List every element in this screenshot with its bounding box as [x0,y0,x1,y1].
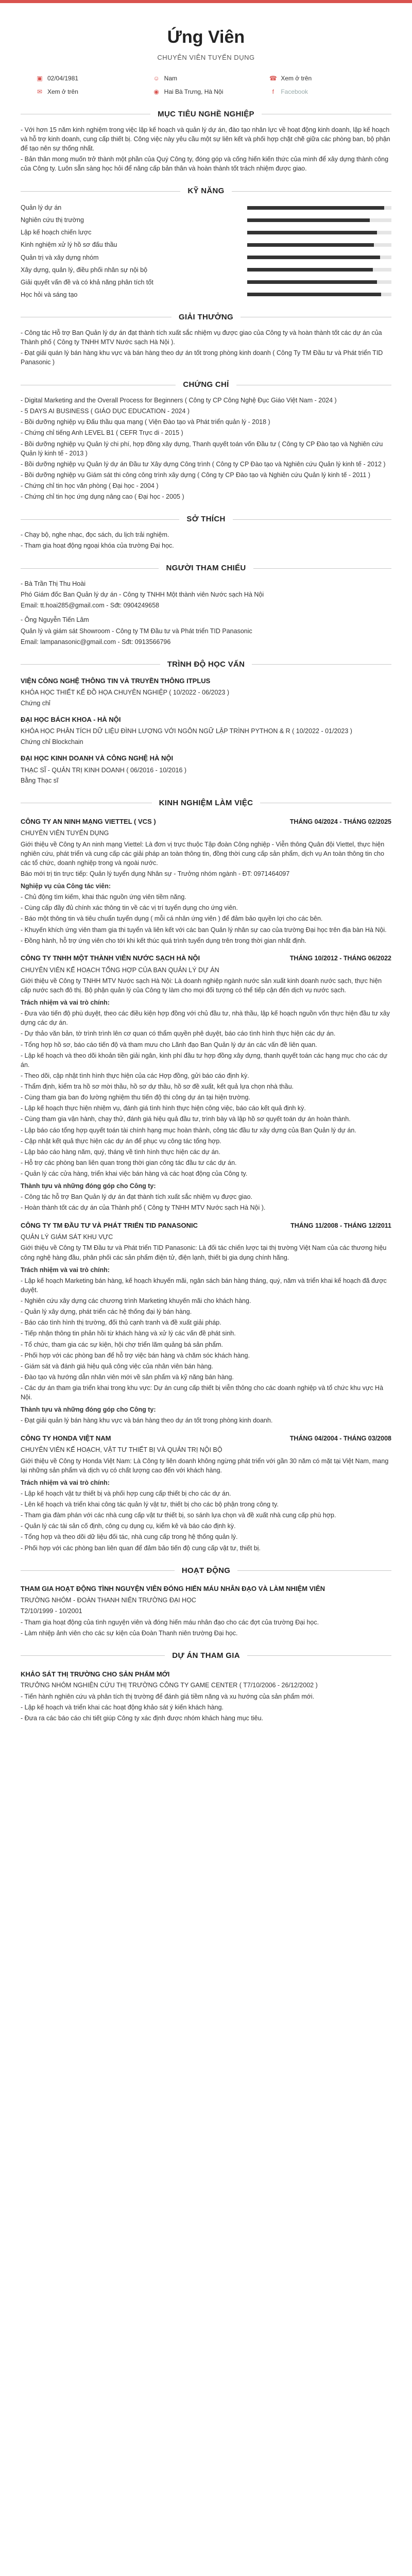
contact-gender: ☺ Nam [153,75,177,82]
skill-level-bar [247,293,391,296]
certificates-title: CHỨNG CHỈ [183,380,229,389]
job-detail-line: - Công tác hỗ trợ Ban Quản lý dự án đạt thành tích xuất sắc nhiệm vụ được giao. [21,1193,253,1201]
list-item: - Digital Marketing and the Overall Process for Beginners ( Công ty CP Công Nghệ Đục Giáo Việt Nam - 2024 ) [21,397,337,404]
skill-level-fill [247,243,374,247]
job-dates: THÁNG 04/2004 - THÁNG 03/2008 [289,1434,391,1442]
education-title: TRÌNH ĐỘ HỌC VẤN [167,659,245,669]
skill-level-fill [247,280,377,284]
awards-title: GIẢI THƯỞNG [178,313,234,322]
skill-row [21,265,391,275]
job-detail-line: - Theo dõi, cập nhật tình hình thực hiện của các Hợp đồng, gửi báo cáo định kỳ. [21,1072,249,1079]
skill-row [21,240,391,249]
hobbies-list [21,530,391,550]
company-name: CÔNG TY HONDA VIỆT NAM [21,1434,111,1442]
objective-section [21,109,391,173]
skill-level-fill [247,218,370,222]
list-item: - Chứng chỉ tin học ứng dụng nâng cao ( Đại học - 2005 ) [21,493,184,501]
job-detail-line: - Thẩm định, kiểm tra hồ sơ mời thầu, hồ sơ dự thầu, hồ sơ đề xuất, kết quả lựa chọn nhà thầu. [21,1083,294,1091]
skill-level-bar [247,218,391,222]
job-detail-line: - Báo cáo tình hình thị trường, đối thủ cạnh tranh và đề xuất giải pháp. [21,1319,221,1327]
activity-item: THAM GIA HOẠT ĐỘNG TÌNH NGUYỆN VIÊN ĐÓNG HIẾN MÁU NHÂN ĐẠO VÀ LÀM NHIỆM VIÊN TRƯỜNG NHÓM - ĐOÀN THANH NIÊN TRƯỜNG ĐẠI HỌC T2/10/1999 - 10/2001 - Tham gia hoạt động của tình nguyện viên và đóng hiến máu nhân đạo cho các đợt của trường Đại học. - Làm nhiệp ảnh viên cho các sự kiện của Đoàn Thanh niên trường Đại học. [21,1585,325,1637]
activities-section [21,1565,391,1638]
skill-row [21,215,391,225]
skill-label: Quản trị và xây dựng nhóm [21,253,99,261]
skill-level-fill [247,206,384,210]
list-item: - Tham gia hoạt động ngoại khóa của trường Đại học. [21,542,174,550]
job-detail-line: Giới thiệu về Công ty Honda Việt Nam: Là Công ty liên doanh không ngừng phát triển với gần 30 năm có mặt tại Việt Nam, mang lại những sản phẩm và dịch vụ có chất lượng cao đến với khách hàng. [21,1457,389,1474]
skill-level-bar [247,243,391,247]
job-role: CHUYÊN VIÊN KẾ HOẠCH TỔNG HỢP CỦA BAN QUẢN LÝ DỰ ÁN [21,966,219,974]
job-detail-line: - Đạt giải quản lý bán hàng khu vực và bán hàng theo dự án tốt trong phòng kinh doanh. [21,1417,273,1425]
objective-title: MỤC TIÊU NGHỀ NGHIỆP [158,109,254,118]
references-section [21,563,391,647]
job-detail-line: - Quản lý xây dựng, phát triển các hệ thống đại lý bán hàng. [21,1308,192,1316]
skill-level-bar [247,231,391,234]
experience-item [21,1221,391,1426]
project-item: KHẢO SÁT THỊ TRƯỜNG CHO SẢN PHẨM MỚI TRƯỞNG NHÓM NGHIÊN CỨU THỊ TRƯỜNG CÔNG TY GAME CENTER ( T7/10/2006 - 26/12/2002 ) - Tiến hành nghiên cứu và phân tích thị trường để đánh giá tiềm năng và xu hướng của sản phẩm mới. - Lập kế hoạch và triển khai các hoạt động khảo sát ý kiến khách hàng. - Đưa ra các báo cáo chi tiết giúp Công ty xác định được nhóm khách hàng mục tiêu. [21,1670,318,1722]
job-role: QUẢN LÝ GIÁM SÁT KHU VỰC [21,1233,113,1241]
skill-level-bar [247,268,391,272]
skill-level-fill [247,293,381,296]
job-detail-line: Thành tựu và những đóng góp cho Công ty: [21,1406,156,1414]
reference-1: - Bà Trần Thị Thu Hoài Phó Giám đốc Ban Quản lý dự án - Công ty TNHH Một thành viên Nước sạch Hà Nội Email: tt.hoai285@gmail.com - Sđt: 0904249658 [21,580,264,609]
list-item: - Chạy bộ, nghe nhạc, đọc sách, du lịch trải nghiệm. [21,531,169,539]
job-detail-line: - Hoàn thành tốt các dự án của Thành phố ( Công ty TNHH MTV Nước sạch Hà Nội ). [21,1204,266,1212]
skills-title: KỸ NĂNG [187,187,225,196]
job-detail-line: - Phối hợp với các phòng ban liên quan để đảm bảo tiến độ cung cấp vật tư, thiết bị. [21,1544,261,1552]
skill-label: Giải quyết vấn đề và có khả năng phân tích tốt [21,278,153,286]
reference-2: - Ông Nguyễn Tiến Lâm Quản lý và giám sát Showroom - Công ty TM Đầu tư và Phát triển TID Panasonic Email: lampanasonic@gmail.com - Sđt: 0913566796 [21,616,252,646]
job-detail-line: - Đưa vào tiến độ phù duyệt, theo các điều kiện hợp đồng với chủ đầu tư, nhà thầu, lập kế hoạch nguồn vốn thực hiện đầu tư xây dựng các dự án. [21,1010,390,1027]
skill-label: Lập kế hoạch chiến lược [21,229,92,236]
references-title: NGƯỜI THAM CHIẾU [166,564,246,573]
job-detail-line: - Lập kế hoạch thực hiện nhiệm vụ, đánh giá tình hình thực hiện công việc, báo cáo kết quả định kỳ. [21,1105,306,1112]
list-item: - 5 DAYS AI BUSINESS ( GIÁO DỤC EDUCATION - 2024 ) [21,408,190,415]
certificates-section [21,379,391,501]
list-item: - Chứng chỉ tin học văn phòng ( Đại học - 2004 ) [21,482,159,490]
contact-facebook[interactable]: f Facebook [269,88,376,96]
hobbies-title: SỞ THÍCH [186,515,226,524]
contact-phone[interactable]: ☎ Xem ở trên [269,75,312,82]
job-detail-line: Thành tựu và những đóng góp cho Công ty: [21,1182,156,1190]
certificates-list [21,396,391,501]
job-detail-line: Trách nhiệm và vai trò chính: [21,1266,110,1274]
job-detail-line: - Cùng tham gia ban đo lường nghiệm thu tiến độ thi công dự án tại hiện trường. [21,1094,250,1101]
experience-list [21,817,391,1553]
job-detail-line: - Tiếp nhận thông tin phản hồi từ khách hàng và xử lý các vấn đề phát sinh. [21,1330,236,1337]
job-detail-line: Trách nhiệm và vai trò chính: [21,999,110,1007]
facebook-icon: f [272,88,274,95]
job-detail-line: Giới thiệu về Công ty An ninh mạng Viettel: Là đơn vị trực thuộc Tập đoàn Công nghiệp - Viễn thông Quân đội Viettel, thực hiện nghiên cứu, phát triển và cung cấp các giải pháp an toàn thông tin, đồng thời cung cấp sản phẩm, dịch vụ An toàn thông tin cho các tổ chức, doanh nghiệp trong và ngoài nước. [21,840,385,867]
job-detail-line: - Lập kế hoạch Marketing bán hàng, kế hoạch khuyến mãi, ngân sách bán hàng tháng, quý, năm và triển khai kế hoạch đã được duyệt. [21,1277,387,1294]
company-name: CÔNG TY AN NINH MẠNG VIETTEL ( VCS ) [21,817,156,825]
job-detail-line: Báo mới trị tin trực tiếp: Quản lý tuyển dụng Nhân sự - Trưởng nhóm ngành - ĐT: 0971464097 [21,870,290,877]
list-item: - Bồi dưỡng nghiệp vụ Giám sát thi công công trình xây dựng ( Công ty CP Đào tạo và Nghiên cứu Quản lý kinh tế - 2011 ) [21,471,371,479]
activities-title: HOẠT ĐỘNG [181,1566,231,1575]
skill-row [21,228,391,237]
job-detail-line: - Tổ chức, tham gia các sự kiện, hội chợ triển lãm quảng bá sản phẩm. [21,1341,223,1348]
awards-section [21,312,391,367]
skill-label: Nghiên cứu thị trường [21,216,84,224]
education-item: ĐẠI HỌC KINH DOANH VÀ CÔNG NGHỆ HÀ NỘI THẠC SĨ - QUẢN TRỊ KINH DOANH ( 06/2016 - 10/2016 ) Bằng Thạc sĩ [21,754,187,784]
skill-row [21,290,391,299]
job-dates: THÁNG 11/2008 - THÁNG 12/2011 [290,1222,391,1229]
job-detail-line: - Các dự án tham gia triển khai trong khu vực: Dự án cung cấp thiết bị viễn thông cho các doanh nghiệp và tổ chức khu vực Hà Nội. [21,1384,384,1401]
awards-list [21,328,391,367]
skill-label: Quản lý dự án [21,204,62,212]
job-dates: THÁNG 04/2024 - THÁNG 02/2025 [289,818,391,825]
job-detail-line: - Quản lý các tài sản cố định, công cụ dụng cụ, kiểm kê và báo cáo định kỳ. [21,1522,236,1530]
job-detail-line: - Lập kế hoạch và theo dõi khoản tiền giải ngân, kinh phí đầu tư hợp đồng xây dựng, thanh quyết toán các hạng mục cho các dự án. [21,1052,388,1069]
job-detail-line: - Quản lý các cửa hàng, triển khai việc bán hàng và các hoạt động của Công ty. [21,1170,248,1178]
job-detail-line: - Đào tạo và hướng dẫn nhân viên mới về sản phẩm và kỹ năng bán hàng. [21,1373,234,1381]
job-detail-line: - Báo một thông tin và tiêu chuẩn tuyển dụng ( mỗi cá nhân ứng viên ) để đảm bảo quyền lợi cho các bên. [21,915,323,923]
job-detail-line: - Lên kế hoạch và triển khai công tác quản lý vật tư, thiết bị cho các bộ phận trong công ty. [21,1501,279,1509]
candidate-position: CHUYÊN VIÊN TUYỂN DỤNG [157,54,255,62]
list-item: - Bồi dưỡng nghiệp vụ Quản lý dự án Đầu tư Xây dựng Công trình ( Công ty CP Đào tạo và Nghiên cứu Quản lý kinh tế - 2012 ) [21,460,386,468]
skill-level-fill [247,268,373,272]
skill-level-fill [247,231,377,234]
list-item: - Chứng chỉ tiếng Anh LEVEL B1 ( CEFR Trực di - 2015 ) [21,429,183,437]
skill-row [21,253,391,262]
education-section [21,659,391,785]
job-detail-line: - Tham gia đàm phán với các nhà cung cấp vật tư thiết bị, so sánh lựa chọn và đề xuất nhà cung cấp phù hợp. [21,1512,336,1519]
job-detail-line: Nghiệp vụ của Công tác viên: [21,883,111,890]
job-dates: THÁNG 10/2012 - THÁNG 06/2022 [289,954,391,962]
job-detail-line: - Dự thảo văn bản, tờ trình trình lên cơ quan có thẩm quyền phê duyệt, báo cáo tình hình thực hiện các dự án. [21,1030,336,1038]
job-detail-line: - Tổng hợp hồ sơ, báo cáo tiến độ và tham mưu cho Lãnh đạo Ban Quản lý dự án các vấn đề liên quan. [21,1041,317,1048]
job-detail-line: - Chủ động tìm kiếm, khai thác nguồn ứng viên tiềm năng. [21,893,186,901]
job-detail-line: - Phối hợp với các phòng ban để hỗ trợ việc bán hàng và chăm sóc khách hàng. [21,1351,250,1359]
skills-section [21,185,391,299]
job-role: CHUYÊN VIÊN KẾ HOẠCH, VẬT TƯ THIẾT BỊ VÀ QUẢN TRỊ NỘI BỘ [21,1446,222,1454]
location-icon: ◉ [153,88,159,95]
list-item: - Bồi dưỡng nghiệp vụ Đấu thầu qua mạng ( Viện Đào tạo và Phát triển quản lý - 2018 ) [21,418,270,426]
job-detail-line: Giới thiệu về Công ty TM Đầu tư và Phát triển TID Panasonic: Là đối tác chiến lược tại thị trường Việt Nam của các thương hiệu công nghệ hàng đầu, phân phối các sản phẩm điện tử, điện lạnh, thiết bị gia dụng chính hãng. [21,1244,387,1261]
contact-address: ◉ Hai Bà Trưng, Hà Nội [153,88,224,95]
job-detail-line: - Cùng tham gia vận hành, chạy thử, đánh giá hiệu quả đầu tư, trình bày và lập hồ sơ quyết toán dự án hoàn thành. [21,1115,351,1123]
projects-title: DỰ ÁN THAM GIA [172,1651,240,1660]
skill-level-bar [247,256,391,259]
experience-item [21,817,391,945]
job-detail-line: - Nghiên cứu xây dựng các chương trình Marketing khuyến mãi cho khách hàng. [21,1297,251,1305]
calendar-icon: ▣ [37,75,43,82]
contact-birthday: ▣ 02/04/1981 [37,75,79,82]
header-accent-bar [0,0,412,3]
skills-list [21,203,391,299]
job-role: CHUYÊN VIÊN TUYỂN DỤNG [21,829,109,837]
user-icon: ☺ [153,75,160,82]
skill-label: Học hỏi và sáng tạo [21,291,78,298]
job-detail-line: Trách nhiệm và vai trò chính: [21,1479,110,1486]
skill-label: Xây dựng, quản lý, điều phối nhân sự nội bộ [21,266,148,274]
job-detail-line: Giới thiệu về Công ty TNHH MTV Nước sạch Hà Nội: Là doanh nghiệp ngành nước sản xuất kinh doanh nước sạch, thực hiện cấp nước sạch đô thị. Bộ phận quản lý của Công ty làm cho mọi đối tượng có thể tiếp cận đến dịch vụ nước sạch. [21,977,382,994]
experience-title: KINH NGHIỆM LÀM VIỆC [159,798,253,807]
job-detail-line: - Lập báo cáo hàng năm, quý, tháng về tình hình thực hiện các dự án. [21,1148,220,1156]
skill-row [21,278,391,287]
skill-label: Kinh nghiệm xử lý hồ sơ đấu thầu [21,241,117,249]
candidate-name: Ứng Viên [167,27,245,47]
hobbies-section [21,514,391,550]
job-detail-line: - Cập nhật kết quả thực hiện các dự án để phục vụ công tác tổng hợp. [21,1137,221,1145]
list-item: - Bồi dưỡng nghiệp vụ Quản lý chi phí, hợp đồng xây dựng, Thanh quyết toán vốn Đầu tư ( Công ty CP Đào tạo và Nghiên cứu Quản lý kinh tế - 2013 ) [21,440,383,457]
job-detail-line: - Cùng cấp đầy đủ chính xác thông tin về các vị trí tuyển dụng cho ứng viên. [21,904,238,912]
email-icon: ✉ [37,88,43,95]
skill-level-fill [247,256,380,259]
job-detail-line: - Khuyến khích ứng viên tham gia thi tuyển và liên kết với các ban Quản lý nhân sự cao của trường Đại học trên địa bàn Hà Nội. [21,926,387,934]
objective-text: - Với hơn 15 năm kinh nghiệm trong việc lập kế hoạch và quản lý dự án, đào tạo nhân lực về hoạt động kinh doanh, lập kế hoạch và hỗ trợ kinh doanh, cung cấp thiết bị. Công việc này yêu cầu một sự liên kết và phối hợp chặt chẽ giữa các phòng ban, bộ phận để tạo nên sự thống nhất. - Bản thân mong muốn trở thành một phần của Quý Công ty, đóng góp và cống hiến kiến thức của mình để xây dựng thành công của Công ty. Luôn sẵn sàng học hỏi để nâng cấp bản thân và hoàn thành tốt trách nhiệm được giao. [21,126,390,173]
job-detail-line: - Lập kế hoạch vật tư thiết bị và phối hợp cung cấp thiết bị cho các dự án. [21,1489,231,1497]
skill-level-bar [247,280,391,284]
education-item: ĐẠI HỌC BÁCH KHOA - HÀ NỘI KHÓA HỌC PHÂN TÍCH DỮ LIỆU ĐÌNH LƯỢNG VỚI NGÔN NGỮ LẬP TRÌNH PYTHON & R ( 10/2022 - 01/2023 ) Chứng chỉ Blockchain [21,715,352,745]
experience-section [21,798,391,1553]
job-detail-line: - Lập báo cáo tổng hợp quyết toán tài chính hạng mục hoàn thành, công tác đầu tư xây dựng của Ban Quản lý dự án. [21,1126,356,1134]
skill-row [21,203,391,212]
experience-item [21,954,391,1213]
job-detail-line: - Giám sát và đánh giá hiệu quả công việc của nhân viên bán hàng. [21,1362,213,1370]
projects-section [21,1650,391,1723]
job-detail-line: - Hỗ trợ các phòng ban liên quan trong thời gian công tác đầu tư các dự án. [21,1159,237,1166]
contact-info [36,74,376,96]
job-detail-line: - Đồng hành, hỗ trợ ứng viên cho tới khi kết thúc quá trình tuyển dụng trên trong thời gian nhất định. [21,937,306,944]
education-item: VIỆN CÔNG NGHỆ THÔNG TIN VÀ TRUYỀN THÔNG ITPLUS KHÓA HỌC THIẾT KẾ ĐỒ HỌA CHUYÊN NGHIỆP ( 10/2022 - 06/2023 ) Chứng chỉ [21,676,230,707]
company-name: CÔNG TY TNHH MỘT THÀNH VIÊN NƯỚC SẠCH HÀ NỘI [21,954,200,962]
job-detail-line: - Tổng hợp và theo dõi dữ liệu đối tác, nhà cung cấp trong hệ thống quản lý. [21,1533,238,1541]
phone-icon: ☎ [269,75,277,82]
experience-item [21,1434,391,1553]
contact-email[interactable]: ✉ Xem ở trên [37,88,78,95]
skill-level-bar [247,206,391,210]
company-name: CÔNG TY TM ĐẦU TƯ VÀ PHÁT TRIỂN TID PANASONIC [21,1221,198,1229]
list-item: - Công tác Hỗ trợ Ban Quản lý dự án đạt thành tích xuất sắc nhiệm vụ được giao của Công ty và hoàn thành tốt các dự án của Thành phố ( Công ty TNHH MTV Nước sạch Hà Nội ). [21,329,382,346]
list-item: - Đạt giải quán lý bán hàng khu vực và bán hàng theo dự án tốt trong phòng kinh doanh ( Công Ty TM Đầu tư và Phát triển TID Panasonic ) [21,349,383,366]
